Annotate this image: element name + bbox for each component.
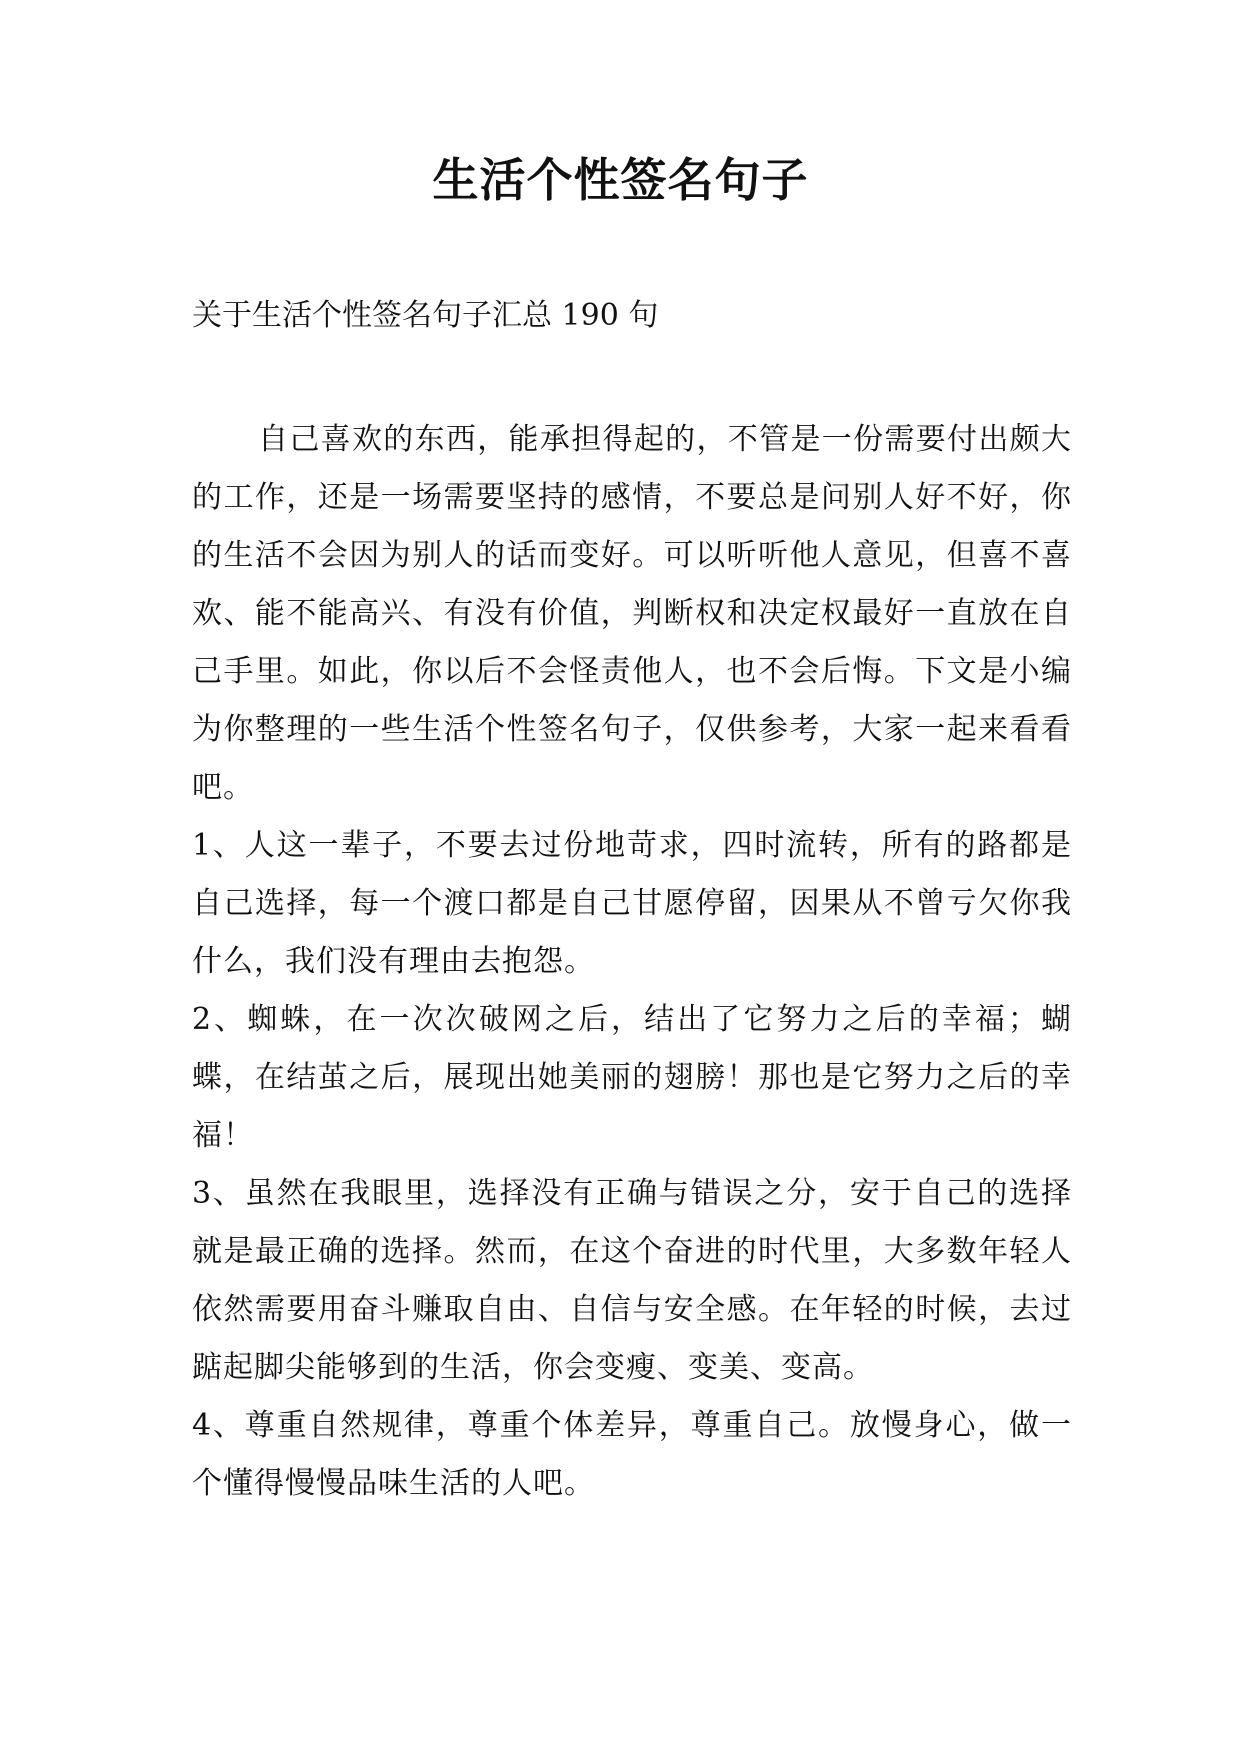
list-item: 2、蜘蛛，在一次次破网之后，结出了它努力之后的幸福；蝴蝶，在结茧之后，展现出她美丽的翅膀！那也是它努力之后的幸福！ — [192, 1002, 1072, 1153]
document-subtitle: 关于生活个性签名句子汇总 190 句 — [192, 298, 659, 333]
list-item: 3、虽然在我眼里，选择没有正确与错误之分，安于自己的选择就是最正确的选择。然而，在这个奋进的时代里，大多数年轻人依然需要用奋斗赚取自由、自信与安全感。在年轻的时候，去过踮起脚尖能够到的生活，你会变瘦、变美、变高。 — [192, 1176, 1072, 1385]
list-item: 4、尊重自然规律，尊重个体差异，尊重自己。放慢身心，做一个懂得慢慢品味生活的人吧。 — [192, 1408, 1072, 1501]
intro-paragraph: 自己喜欢的东西，能承担得起的，不管是一份需要付出颇大的工作，还是一场需要坚持的感情，不要总是问别人好不好，你的生活不会因为别人的话而变好。可以听听他人意见，但喜不喜欢、能不能高兴、有没有价值，判断权和决定权最好一直放在自己手里。如此，你以后不会怪责他人，也不会后悔。下文是小编为你整理的一些生活个性签名句子，仅供参考，大家一起来看看吧。 — [192, 422, 1072, 805]
document-body — [192, 411, 1072, 1513]
document-title: 生活个性签名句子 — [432, 153, 809, 207]
list-item: 1、人这一辈子，不要去过份地苛求，四时流转，所有的路都是自己选择，每一个渡口都是自己甘愿停留，因果从不曾亏欠你我什么，我们没有理由去抱怨。 — [192, 828, 1072, 979]
